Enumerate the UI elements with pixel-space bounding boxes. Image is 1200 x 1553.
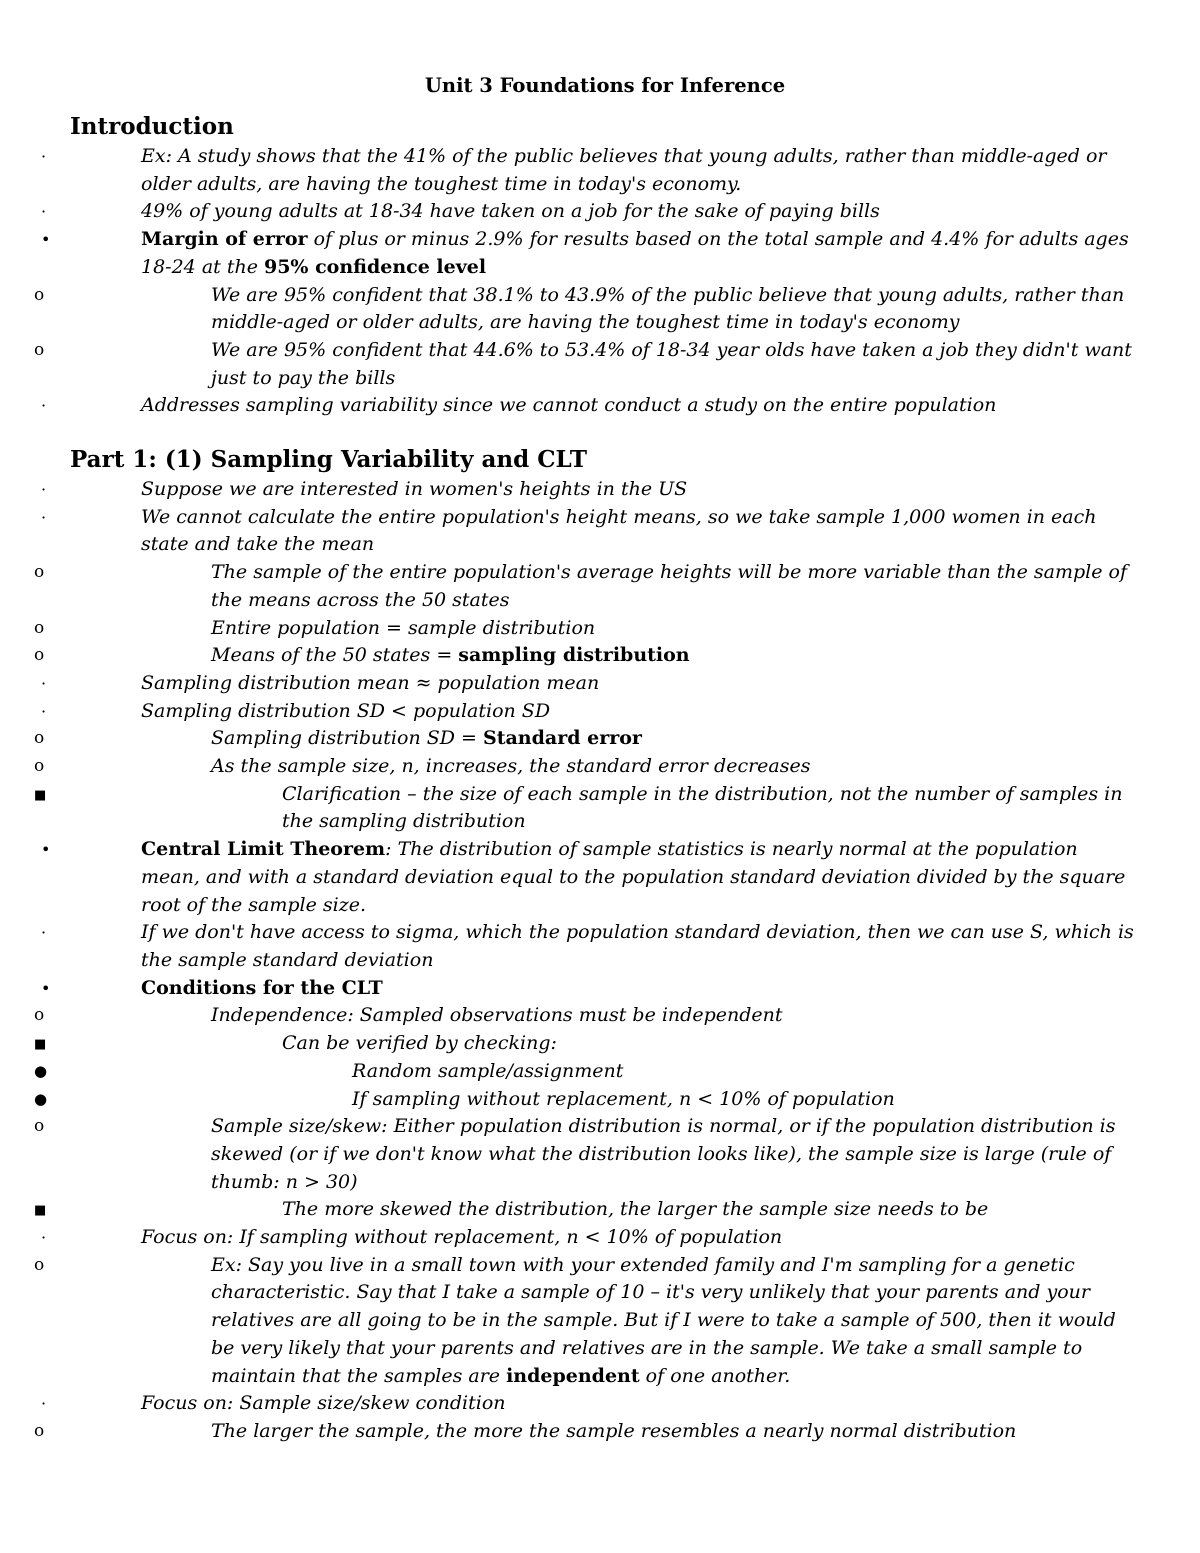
- list-item: [34, 1196, 1140, 1224]
- list-item: [34, 1058, 1140, 1086]
- item-text: Sampling distribution SD =: [211, 727, 483, 750]
- bullet-marker: o: [34, 1420, 45, 1441]
- sections-container: [34, 111, 1140, 1446]
- bullet-marker: •: [41, 230, 51, 250]
- list-item: [34, 615, 1140, 643]
- list-item: [34, 282, 1140, 337]
- item-text: : The distribution of sample statistics is nearly normal at the population mean, and with a standard deviation equal to the population standard deviation divided by the square root of the sample size.: [141, 838, 1126, 916]
- document-page: [34, 70, 1140, 1446]
- list-item: [41, 1390, 1140, 1418]
- bullet-marker: o: [34, 284, 45, 305]
- list-item: [41, 143, 1140, 198]
- item-text: Can be verified by checking:: [282, 1032, 557, 1055]
- list-item: [34, 1030, 1140, 1058]
- item-text: We cannot calculate the entire population's height means, so we take sample 1,000 women in each state and take the mean: [141, 505, 1097, 556]
- bullet-marker: o: [34, 1254, 45, 1275]
- bullet-marker: ■: [34, 1037, 47, 1053]
- item-text: If sampling without replacement, n < 10% of population: [352, 1087, 895, 1110]
- bullet-marker: ·: [41, 701, 47, 721]
- bullet-marker: ■: [34, 1203, 47, 1219]
- item-text: As the sample size, n, increases, the standard error decreases: [211, 755, 811, 778]
- item-text: Clarification – the size of each sample in the distribution, not the number of samples in the sampling distribution: [282, 782, 1123, 833]
- item-text: 49% of young adults at 18-34 have taken on a job for the sake of paying bills: [141, 200, 880, 223]
- list-item: [34, 781, 1140, 836]
- item-text: Focus on: If sampling without replacement, n < 10% of population: [141, 1226, 783, 1249]
- item-text: Sampling distribution mean ≈ population mean: [141, 671, 600, 694]
- list-item: [34, 642, 1140, 670]
- section-heading: Introduction: [70, 113, 234, 140]
- list-item: [41, 504, 1140, 559]
- item-text: The sample of the entire population's average heights will be more variable than the sample of the means across the 50 states: [211, 561, 1127, 611]
- item-text: Addresses sampling variability since we cannot conduct a study on the entire population: [141, 394, 997, 417]
- bullet-list: [34, 143, 1140, 420]
- bold-term: independent: [506, 1364, 640, 1387]
- list-item: [41, 975, 1140, 1003]
- list-item: [34, 753, 1140, 781]
- bullet-marker: ·: [41, 673, 47, 693]
- list-item: [41, 1224, 1140, 1252]
- list-item: [34, 1113, 1140, 1196]
- item-text: Random sample/assignment: [352, 1059, 624, 1082]
- bullet-marker: •: [41, 978, 51, 998]
- list-item: [34, 725, 1140, 753]
- bullet-marker: ·: [41, 147, 47, 166]
- item-text: of plus or minus 2.9% for results based on the total sample and 4.4% for adults ages 18-24 at the: [141, 228, 1129, 278]
- bullet-marker: o: [34, 728, 45, 749]
- item-text: Independence: Sampled observations must be independent: [211, 1004, 783, 1027]
- list-item: [34, 1418, 1140, 1446]
- bullet-marker: ·: [41, 1394, 47, 1414]
- item-text: Suppose we are interested in women's heights in the US: [141, 478, 688, 501]
- list-item: [41, 476, 1140, 504]
- bullet-marker: ●: [34, 1089, 48, 1108]
- list-item: [34, 1252, 1140, 1391]
- bullet-marker: o: [34, 1005, 45, 1026]
- list-item: [41, 226, 1140, 281]
- bullet-marker: o: [34, 1116, 45, 1137]
- bullet-marker: ·: [41, 507, 47, 527]
- bold-term: Central Limit Theorem: [141, 838, 386, 861]
- item-text: The more skewed the distribution, the larger the sample size needs to be: [282, 1198, 989, 1221]
- bold-term: 95% confidence level: [263, 255, 487, 278]
- bullet-marker: ·: [41, 480, 47, 500]
- list-item: [41, 836, 1140, 919]
- bullet-marker: o: [34, 339, 45, 360]
- bullet-marker: o: [34, 617, 45, 638]
- bullet-marker: ·: [41, 396, 47, 416]
- item-text: Focus on: Sample size/skew condition: [141, 1392, 506, 1415]
- item-text: Ex: Say you live in a small town with your extended family and I'm sampling for a genetic characteristic. Say that I take a sample of 10 – it's very unlikely that your parents and your relatives are all going to be in the sample. But if I were to take a sample of 500, then it would be very likely that your parents and relatives are in the sample. We take a small sample to maintain that the samples are: [211, 1253, 1116, 1387]
- list-item: [34, 1002, 1140, 1030]
- bullet-marker: •: [41, 840, 51, 860]
- bullet-marker: o: [34, 756, 45, 777]
- item-text: Means of the 50 states =: [211, 644, 459, 667]
- item-text: We are 95% confident that 38.1% to 43.9% of the public believe that young adults, rather than middle-aged or older adults, are having the toughest time in today's economy: [211, 283, 1125, 334]
- list-item: [41, 198, 1140, 226]
- list-item: [41, 670, 1140, 698]
- bullet-marker: o: [34, 562, 45, 583]
- item-text: of one another.: [639, 1364, 791, 1387]
- bullet-marker: o: [34, 645, 45, 666]
- list-item: [34, 337, 1140, 392]
- item-text: Ex: A study shows that the 41% of the public believes that young adults, rather than middle-aged or older adults, are having the toughest time in today's economy.: [141, 145, 1107, 195]
- section-heading: Part 1: (1) Sampling Variability and CLT: [70, 446, 587, 474]
- item-text: If we don't have access to sigma, which the population standard deviation, then we can use S, which is the sample standard deviation: [141, 921, 1134, 971]
- item-text: The larger the sample, the more the sample resembles a nearly normal distribution: [211, 1419, 1017, 1442]
- item-text: Entire population = sample distribution: [211, 616, 596, 639]
- page-title: Unit 3 Foundations for Inference: [424, 74, 786, 97]
- bullet-marker: ●: [34, 1061, 48, 1080]
- list-item: [41, 698, 1140, 726]
- bullet-marker: ·: [41, 1228, 47, 1248]
- bullet-marker: ■: [34, 787, 47, 803]
- bold-term: Conditions for the CLT: [141, 976, 383, 999]
- bold-term: Margin of error: [141, 228, 308, 251]
- bold-term: Standard error: [482, 727, 642, 750]
- bullet-list: [34, 476, 1140, 1446]
- list-item: [41, 392, 1140, 420]
- item-text: We are 95% confident that 44.6% to 53.4% of 18-34 year olds have taken a job they didn't want just to pay the bills: [211, 338, 1132, 389]
- bullet-marker: ·: [41, 923, 47, 943]
- item-text: Sampling distribution SD < population SD: [141, 699, 551, 722]
- list-item: [41, 919, 1140, 974]
- item-text: Sample size/skew: Either population distribution is normal, or if the population distribution is skewed (or if we don't know what the distribution looks like), the sample size is large (rule of thumb: n > 30): [211, 1115, 1116, 1193]
- bold-term: sampling distribution: [458, 644, 690, 667]
- bullet-marker: ·: [41, 202, 47, 222]
- list-item: [34, 559, 1140, 614]
- list-item: [34, 1086, 1140, 1114]
